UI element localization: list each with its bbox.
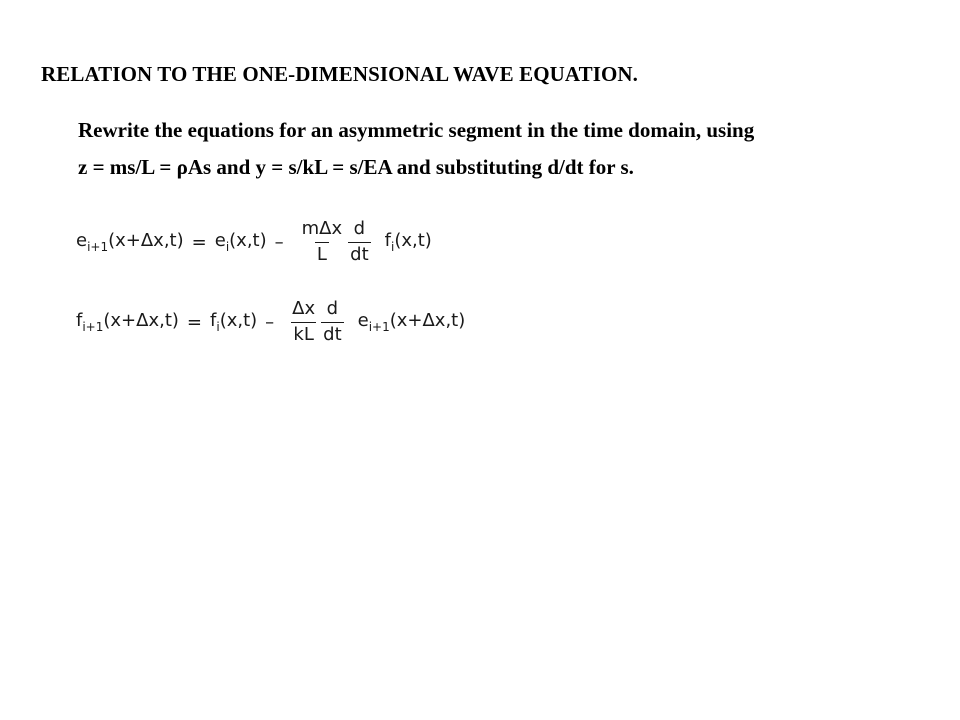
equation-2 [76, 292, 465, 352]
slide-title: RELATION TO THE ONE-DIMENSIONAL WAVE EQUATION. [41, 62, 639, 86]
body-line-2: z = ms/L = ρAs and y = s/kL = s/EA and substituting d/dt for s. [78, 155, 634, 179]
equation-1-term2: $f_i(x,t)$ [384, 230, 432, 254]
equation-2-fractions [288, 299, 345, 345]
equation-1-term1: $e_i(x,t)$ [214, 230, 267, 254]
equation-1 [76, 212, 432, 272]
equation-2-term2: $e_{i+1}(x+\Delta x,t)$ [357, 310, 466, 334]
equation-2-term1: $f_i(x,t)$ [210, 310, 258, 334]
fraction-mass: $\frac{\text{mΔx}}{L}$ [301, 217, 343, 265]
equation-1-fractions [298, 219, 373, 265]
equation-1-lhs: $e_{i+1}(x+\Delta x,t)$ [76, 230, 184, 254]
fraction-derivative: $\frac{d}{dt}$ [350, 217, 369, 265]
minus-sign: – [265, 311, 275, 333]
body-paragraph [78, 112, 948, 186]
minus-sign: – [274, 231, 284, 253]
equals-sign: = [186, 311, 202, 333]
equals-sign: = [191, 231, 207, 253]
body-line-1: Rewrite the equations for an asymmetric segment in the time domain, using [78, 118, 755, 142]
equation-2-lhs: $f_{i+1}(x+\Delta x,t)$ [76, 310, 179, 334]
fraction-derivative: $\frac{d}{dt}$ [323, 297, 342, 345]
fraction-stiffness: $\frac{\Delta x}{kL}$ [292, 297, 316, 345]
